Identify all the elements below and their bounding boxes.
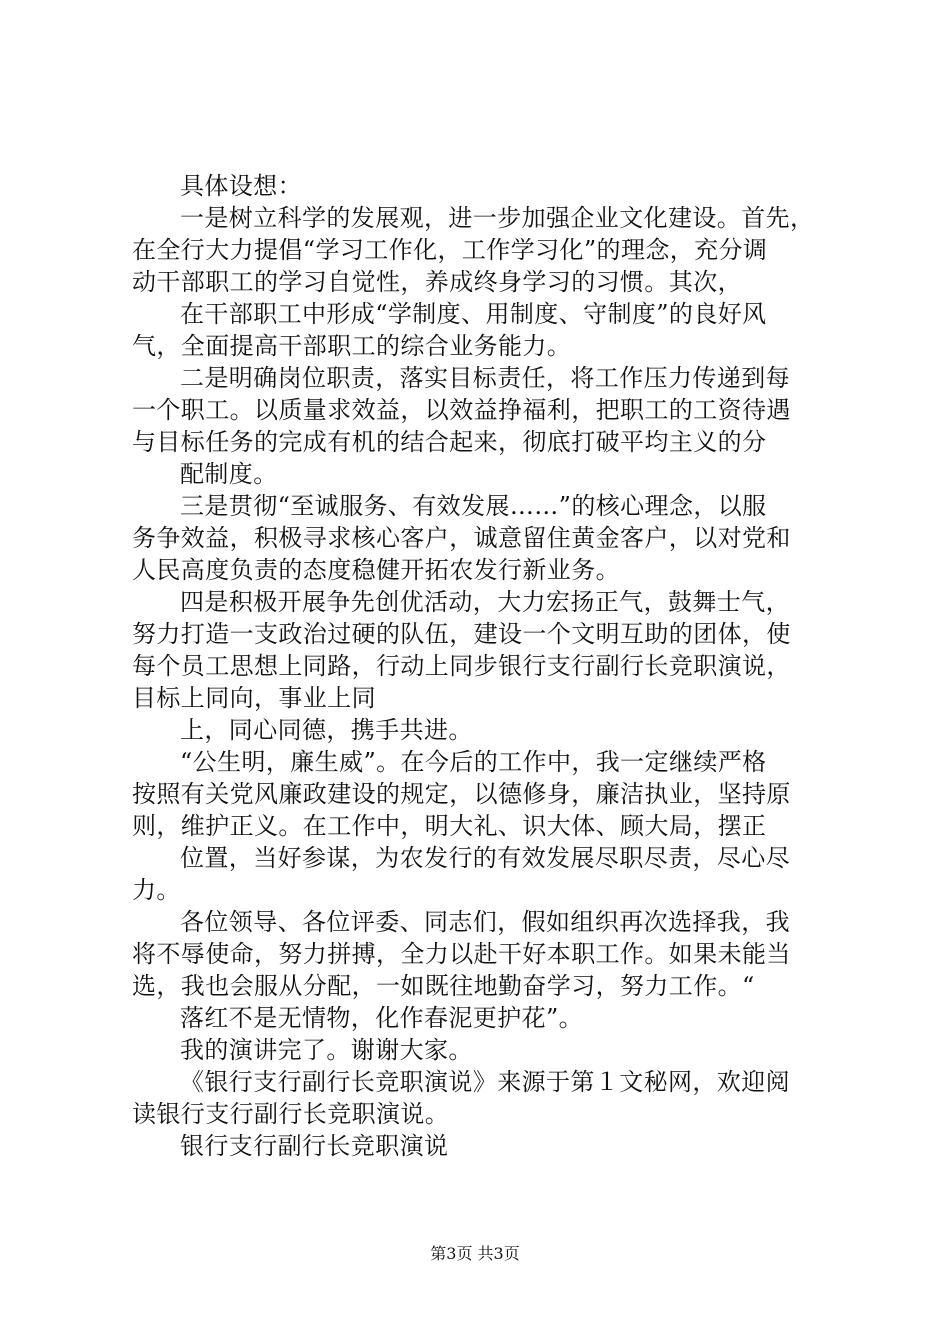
text-line: 各位领导、各位评委、同志们，假如组织再次选择我，我 bbox=[180, 908, 790, 936]
text-line: “公生明，廉生威”。在今后的工作中，我一定继续严格 bbox=[180, 748, 767, 776]
text-line: 动干部职工的学习自觉性，养成终身学习的习惯。其次， bbox=[132, 268, 742, 296]
page-number: 第3页 共3页 bbox=[430, 1244, 520, 1263]
text-line: 一是树立科学的发展观，进一步加强企业文化建设。首先， bbox=[180, 204, 815, 232]
text-line: 选，我也会服从分配，一如既往地勤奋学习，努力工作。“ bbox=[132, 972, 755, 1000]
page-footer bbox=[0, 1244, 950, 1264]
text-line: 一个职工。以质量求效益，以效益挣福利，把职工的工资待遇 bbox=[132, 396, 791, 424]
document-body bbox=[132, 170, 832, 1162]
text-line: 目标上同向，事业上同 bbox=[132, 684, 376, 712]
text-line: 按照有关党风廉政建设的规定，以德修身，廉洁执业，坚持原 bbox=[132, 780, 791, 808]
text-line: 二是明确岗位职责，落实目标责任，将工作压力传递到每 bbox=[180, 364, 790, 392]
text-line: 与目标任务的完成有机的结合起来，彻底打破平均主义的分 bbox=[132, 428, 767, 456]
text-line: 力。 bbox=[132, 876, 181, 904]
text-line: 具体设想： bbox=[180, 172, 302, 200]
text-line: 努力打造一支政治过硬的队伍，建设一个文明互助的团体，使 bbox=[132, 620, 791, 648]
text-line: 在干部职工中形成“学制度、用制度、守制度”的良好风 bbox=[180, 300, 767, 328]
text-line: 务争效益，积极寻求核心客户，诚意留住黄金客户，以对党和 bbox=[132, 524, 791, 552]
text-line: 则，维护正义。在工作中，明大礼、识大体、顾大局，摆正 bbox=[132, 812, 767, 840]
text-line: 在全行大力提倡“学习工作化，工作学习化”的理念，充分调 bbox=[132, 236, 768, 264]
text-line: 落红不是无情物，化作春泥更护花”。 bbox=[180, 1004, 584, 1032]
text-line: 人民高度负责的态度稳健开拓农发行新业务。 bbox=[132, 556, 620, 584]
text-line: 读银行支行副行长竞职演说。 bbox=[132, 1100, 450, 1128]
text-line: 配制度。 bbox=[180, 460, 278, 488]
text-line: 四是积极开展争先创优活动，大力宏扬正气，鼓舞士气， bbox=[180, 588, 790, 616]
text-line: 上，同心同德，携手共进。 bbox=[180, 716, 473, 744]
text-line: 三是贯彻“至诚服务、有效发展……”的核心理念，以服 bbox=[180, 492, 767, 520]
text-line: 银行支行副行长竞职演说 bbox=[180, 1132, 449, 1160]
text-line: 我的演讲完了。谢谢大家。 bbox=[180, 1036, 473, 1064]
text-line: 位置，当好参谋，为农发行的有效发展尽职尽责，尽心尽 bbox=[180, 844, 790, 872]
text-line: 《银行支行副行长竞职演说》来源于第１文秘网，欢迎阅 bbox=[180, 1068, 790, 1096]
text-line: 气，全面提高干部职工的综合业务能力。 bbox=[132, 332, 572, 360]
text-line: 将不辱使命，努力拼搏，全力以赴干好本职工作。如果未能当 bbox=[132, 940, 791, 968]
text-line: 每个员工思想上同路，行动上同步银行支行副行长竞职演说， bbox=[132, 652, 791, 680]
